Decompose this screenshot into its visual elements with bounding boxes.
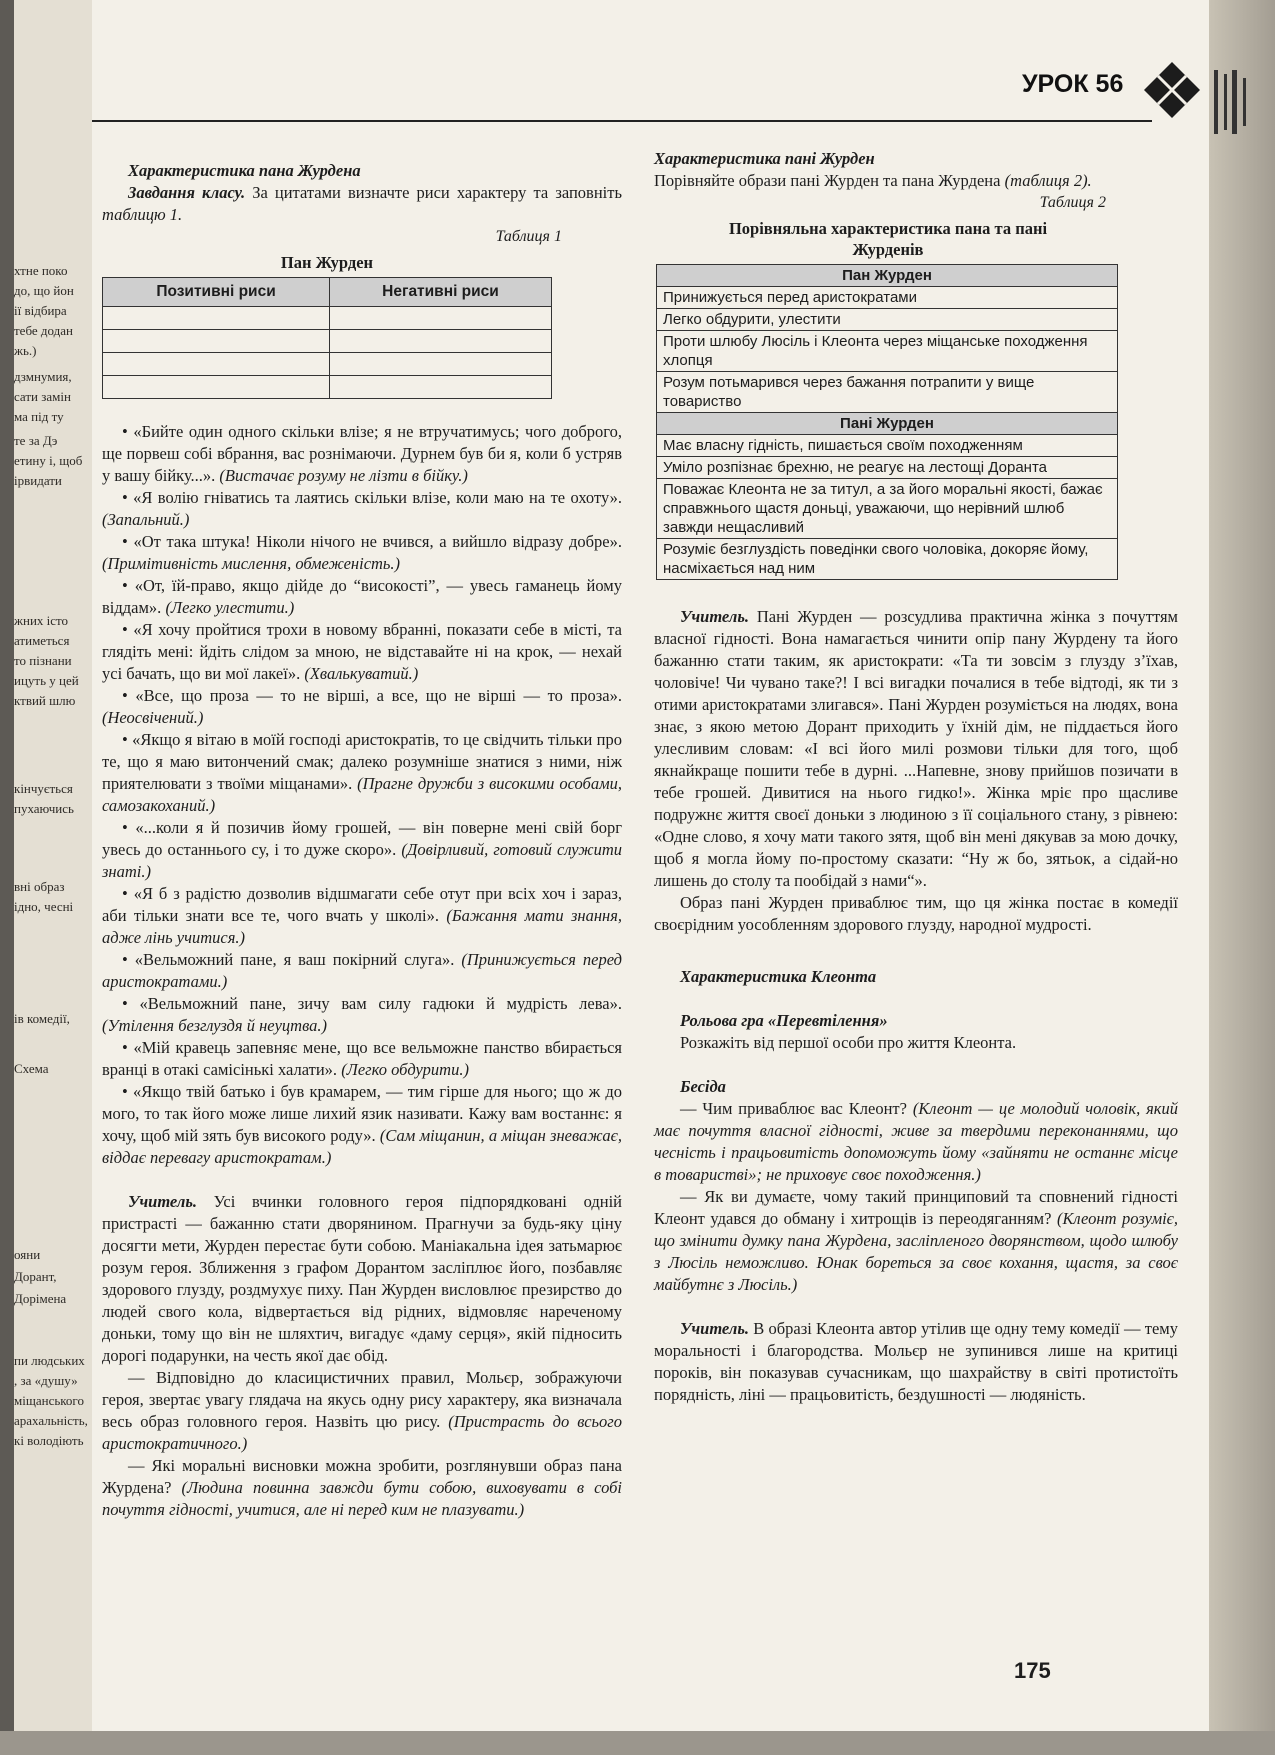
adjacent-page-strip — [0, 0, 93, 1755]
adjacent-page-fragment: етину і, щоб — [14, 453, 83, 468]
compare-instruction: Порівняйте образи пані Журден та пана Журдена (таблиця 2). — [654, 171, 1092, 190]
adjacent-page-fragment: ицуть у цей — [14, 673, 79, 688]
task-paragraph: Завдання класу. За цитатами визначте риси характеру та заповніть таблицю 1. — [102, 183, 622, 224]
adjacent-page-fragment: Схема — [14, 1061, 49, 1076]
table1-header-negative: Негативні риси — [330, 278, 552, 307]
textbook-page — [92, 0, 1209, 1731]
table-row — [657, 435, 1118, 457]
table-row — [103, 307, 552, 330]
section-title-cleonte: Характеристика Клеонта — [680, 967, 877, 986]
table2-title: Порівняльна характеристика пана та пані Журденів — [728, 219, 1048, 259]
header-rule — [92, 120, 1152, 122]
table-row — [657, 309, 1118, 331]
role-play-label: Рольова гра «Перевтілення» — [680, 1011, 888, 1030]
adjacent-page-fragment: дзмнумия, — [14, 369, 72, 384]
table2-cell: Має власну гідність, пишається своїм походженням — [657, 435, 1118, 457]
table2 — [656, 264, 1118, 580]
table-row — [103, 376, 552, 399]
table-row — [657, 287, 1118, 309]
adjacent-page-fragment: міщанського — [14, 1393, 84, 1408]
table-row — [657, 331, 1118, 372]
adjacent-page-fragment: ма під ту — [14, 409, 64, 424]
diamond-logo-icon — [1144, 62, 1200, 118]
adjacent-page-fragment: , за «душу» — [14, 1373, 78, 1388]
adjacent-page-fragment: ірвидати — [14, 473, 62, 488]
quote-item: • «Якщо твій батько і був крамарем, — тим гірше для нього; що ж до мого, то так його може лише лихий язик називати. Кажу вам востаннє: я хочу, щоб мій зять був високого роду». (Сам міщанин, а міщан зневажає, віддає перевагу аристократам.) — [102, 1082, 623, 1167]
role-play-text: Розкажіть від першої особи про життя Клеонта. — [680, 1033, 1017, 1052]
page-header — [92, 0, 1209, 128]
adjacent-page-fragment: пухаючись — [14, 801, 74, 816]
adjacent-page-fragment: то пізнани — [14, 653, 72, 668]
quote-item: • «Бийте один одного скільки влізе; я не втручатимусь; чого доброго, ще порвеш собі вбрання, вас рознімаючи. Дурнем був би я, коли б устряв у вашу бійку...». (Вистачає розуму не лізти в бійку.) — [102, 422, 622, 485]
table1-label: Таблиця 1 — [495, 228, 562, 245]
table-row — [657, 265, 1118, 287]
table1-header-positive: Позитивні риси — [103, 278, 330, 307]
left-column — [102, 160, 622, 1521]
quote-item: • «От, їй-право, якщо дійде до “високості”, — увесь гаманець йому віддам». (Легко улестити.) — [102, 576, 622, 617]
right-column — [654, 148, 1178, 1406]
discussion-question: — Відповідно до класицистичних правил, Мольєр, зображуючи героя, звертає увагу глядача на якусь одну рису характеру, яка визначала весь образ головного героя. Назвіть цю рису. (Пристрасть до всього аристократичного.) — [102, 1368, 622, 1453]
table-row — [657, 539, 1118, 580]
adjacent-page-fragment: ідно, чесні — [14, 899, 74, 914]
section-title-madame: Характеристика пані Журден — [654, 149, 875, 168]
table-row — [657, 479, 1118, 539]
adjacent-page-fragment: тебе додан — [14, 323, 73, 338]
quote-item: • «Вельможний пане, зичу вам силу гадюки й мудрість лева». (Утілення безглуздя й неуцтва.) — [102, 994, 622, 1035]
table-row — [103, 330, 552, 353]
adjacent-page-fragment: те за Дэ — [14, 433, 58, 448]
adjacent-page-fragment: сати замін — [14, 389, 71, 404]
quote-item: • «От така штука! Ніколи нічого не вчився, а вийшло відразу добре». (Примітивність мислення, обмеженість.) — [102, 532, 622, 573]
page-edge-right — [1209, 0, 1275, 1755]
adjacent-page-fragment: ояни — [14, 1247, 41, 1262]
table2-cell: Поважає Клеонта не за титул, а за його моральні якості, бажає справжнього щастя доньці, уважаючи, що нерівний шлюб завжди нещасливий — [657, 479, 1118, 539]
table2-cell: Уміло розпізнає брехню, не реагує на лестощі Доранта — [657, 457, 1118, 479]
table2-label: Таблиця 2 — [1039, 194, 1106, 211]
image-summary: Образ пані Журден приваблює тим, що ця жінка постає в комедії своєрідним уособленням здорового глузду, народної мудрості. — [654, 893, 1178, 934]
adjacent-page-fragment: до, що йон — [14, 283, 74, 298]
edge-marker-icon — [1214, 70, 1254, 134]
adjacent-page-fragment: арахальність, — [14, 1413, 88, 1428]
quote-item: • «Мій кравець запевняє мене, що все вельможне панство вбирається вранці в отакі самісінькі халати». (Легко обдурити.) — [102, 1038, 622, 1079]
table2-cell: Легко обдурити, улестити — [657, 309, 1118, 331]
quote-item: • «Я хочу пройтися трохи в новому вбранні, показати себе в місті, та глядіть мені: йдіть слідом за мною, не відставайте ні на крок, — нехай усі бачать, що ви мої лакеї». (Хвалькуватий.) — [102, 620, 622, 683]
lesson-number: УРОК 56 — [1022, 70, 1124, 98]
page-edge-bottom — [0, 1731, 1275, 1755]
discussion-question: — Чим приваблює вас Клеонт? (Клеонт — це молодий чоловік, який має почуття власної гідності, живе за твердими переконаннями, що чесність і працьовитість допоможуть йому «зайняти не останнє місце в товаристві»; не приховує своє походження.) — [654, 1099, 1178, 1184]
adjacent-page-fragment: хтне поко — [14, 263, 68, 278]
adjacent-page-fragment: жних істо — [14, 613, 69, 628]
adjacent-page-fragment: ії відбира — [14, 303, 67, 318]
page-number: 175 — [1014, 1658, 1051, 1683]
table2-cell: Розуміє безглуздість поведінки свого чоловіка, докоряє йому, насміхається над ним — [657, 539, 1118, 580]
table2-section-header: Пані Журден — [657, 413, 1118, 435]
table2-section-header: Пан Журден — [657, 265, 1118, 287]
table-row — [657, 372, 1118, 413]
adjacent-page-fragment: Дорімена — [14, 1291, 67, 1306]
table2-cell: Проти шлюбу Люсіль і Клеонта через міщанське походження хлопця — [657, 331, 1118, 372]
adjacent-page-fragment: кінчується — [14, 781, 73, 796]
table2-cell: Розум потьмарився через бажання потрапити у вище товариство — [657, 372, 1118, 413]
quote-item: • «...коли я й позичив йому грошей, — він поверне мені свій борг увесь до останнього су, і то дуже скоро». (Довірливий, готовий служити знаті.) — [102, 818, 623, 881]
adjacent-page-fragment: жь.) — [14, 343, 37, 358]
adjacent-page-fragment: вні образ — [14, 879, 65, 894]
adjacent-page-fragment: кі володіють — [14, 1433, 84, 1448]
teacher-paragraph-madame: Учитель. Пані Журден — розсудлива практична жінка з почуттям власної гідності. Вона намагається чинити опір пану Журдену та його бажанню стати таким, як аристократи: «Та ти зовсім з глузду з’їхав, чоловіче! Чи чувано таке?! І всі вигадки почалися в тебе відтоді, як ти з отими аристократами злигався». Пані Журден розуміється на людях, вона знає, з якою метою Дорант приходить у їхній дім, не піддається його улесливим словам: «І всі його милі розмови тільки для того, щоб якнайкраще пошити тебе в дурні. ...Напевне, знову прийшов позичати в тебе грошей. Дивитися на нього гидко!». Жінка мріє про щасливе подружнє життя своєї доньки з людиною з її соціального стану, з рівнею: «Одне слово, я хочу мати такого зятя, щоб він мені дякував за мою дочку, щоб я могла йому по-простому сказати: “Ну ж бо, зятьок, а сідай-но лишень до столу та пообідай з нами“». — [654, 607, 1178, 890]
adjacent-page-fragment: пи людських — [14, 1353, 85, 1368]
quote-item: • «Я волію гніватись та лаятись скільки влізе, коли маю на те охоту». (Запальний.) — [102, 488, 622, 529]
adjacent-page-fragment: атиметься — [14, 633, 70, 648]
section-title-jourdain: Характеристика пана Журдена — [128, 161, 361, 180]
table-row — [657, 457, 1118, 479]
table2-cell: Принижується перед аристократами — [657, 287, 1118, 309]
discussion-label: Бесіда — [680, 1077, 726, 1096]
quote-item: • «Все, що проза — то не вірші, а все, що не вірші — то проза». (Неосвічений.) — [102, 686, 622, 727]
teacher-paragraph-jourdain: Учитель. Усі вчинки головного героя підпорядковані одній пристрасті — бажанню стати дворянином. Прагнучи за будь-яку ціну досягти мети, Журден перестає бути собою. Маніакальна ідея затьмарює розум героя. Зближення з графом Дорантом засліплює його, позбавляє здорового глузду, роздмухує пиху. Пан Журден висловлює презирство до людей свого кола, відвертається від рідних, відмовляє нареченому доньки, тому що він не шляхтич, вигадує «даму серця», якій підносить дорогі подарунки, на честь якої дає обід. — [102, 1192, 622, 1365]
quote-item: • «Я б з радістю дозволив відшмагати себе отут при всіх хоч і зараз, аби тільки знати все те, чого вчать у школі». (Бажання мати знання, адже лінь учитися.) — [102, 884, 623, 947]
adjacent-page-fragment: Дорант, — [14, 1269, 57, 1284]
table-row — [103, 353, 552, 376]
quote-item: • «Вельможний пане, я ваш покірний слуга». (Принижується перед аристократами.) — [102, 950, 623, 991]
quote-item: • «Якщо я вітаю в моїй господі аристократів, то це свідчить тільки про те, що я маю витончений смак; далеко розумніше знатися з ними, ніж приятелювати з твоїми міщанами». (Прагне дружби з високими особами, самозакоханий.) — [102, 730, 622, 815]
table1-title: Пан Журден — [280, 253, 374, 272]
table-row — [657, 413, 1118, 435]
table1 — [102, 277, 552, 399]
teacher-paragraph-cleonte: Учитель. В образі Клеонта автор утілив ще одну тему комедії — тему моральності і благородства. Мольєр не зупинився лише на критиці пороків, він показував сучасникам, що шахрайству в світі протистоїть порядність, ліні — працьовитість, бездушності — людяність. — [654, 1319, 1178, 1404]
adjacent-page-fragment: ів комедії, — [14, 1011, 70, 1026]
discussion-question: — Як ви думаєте, чому такий принциповий та сповнений гідності Клеонт удався до обману і хитрощів із переодяганням? (Клеонт розуміє, що змінити думку пана Журдена, засліпленого дворянством, щодо шлюбу з Люсіль неможливо. Юнак бореться за своє кохання, щастя, за своє майбутнє з Люсіль.) — [654, 1187, 1178, 1294]
discussion-question: — Які моральні висновки можна зробити, розглянувши образ пана Журдена? (Людина повинна завжди бути собою, виховувати в собі почуття гідності, учитися, але ні перед ким не плазувати.) — [102, 1456, 622, 1519]
adjacent-page-fragment: ктвий шлю — [14, 693, 76, 708]
